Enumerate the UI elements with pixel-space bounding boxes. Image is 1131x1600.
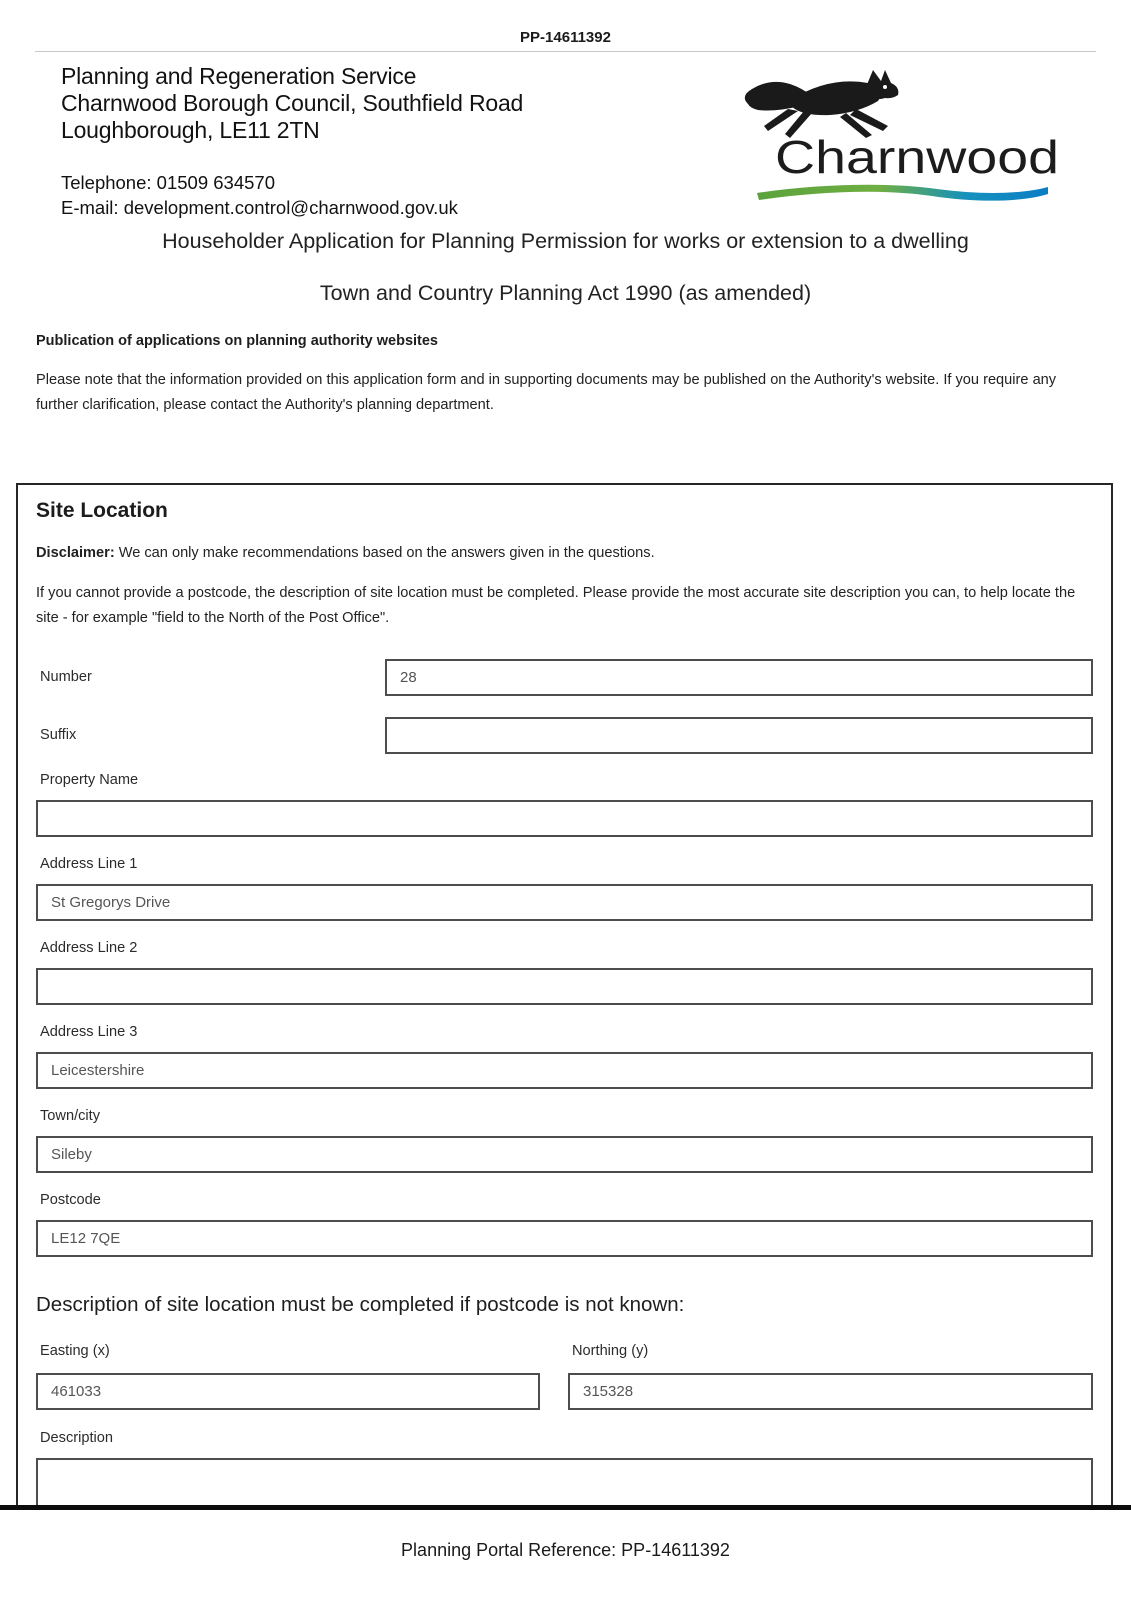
page-bottom-rule bbox=[0, 1505, 1131, 1510]
charnwood-logo-text: Charnwood bbox=[775, 131, 1059, 183]
authority-town-line: Loughborough, LE11 2TN bbox=[61, 117, 320, 143]
postcode-label: Postcode bbox=[40, 1192, 101, 1208]
charnwood-logo-svg bbox=[737, 60, 1059, 202]
section-heading: Site Location bbox=[36, 499, 168, 522]
address-line-2-input[interactable] bbox=[36, 968, 1093, 1005]
disclaimer-label: Disclaimer: bbox=[36, 545, 115, 561]
disclaimer-text bbox=[36, 545, 655, 561]
suffix-label: Suffix bbox=[40, 727, 77, 743]
form-title: Householder Application for Planning Permission for works or extension to a dwelling bbox=[162, 229, 969, 253]
number-input[interactable] bbox=[385, 659, 1093, 696]
address-line-3-input[interactable] bbox=[36, 1052, 1093, 1089]
planning-portal-reference: Planning Portal Reference: PP-14611392 bbox=[401, 1540, 730, 1560]
postcode-input[interactable] bbox=[36, 1220, 1093, 1257]
address-line-1-label: Address Line 1 bbox=[40, 856, 138, 872]
suffix-input[interactable] bbox=[385, 717, 1093, 754]
property-name-label: Property Name bbox=[40, 772, 139, 788]
easting-input[interactable] bbox=[36, 1373, 540, 1410]
header-divider bbox=[35, 51, 1096, 52]
northing-input[interactable] bbox=[568, 1373, 1093, 1410]
fox-icon bbox=[745, 70, 899, 138]
disclaimer-body: We can only make recommendations based on the answers given in the questions. bbox=[118, 545, 655, 561]
description-label: Description bbox=[40, 1430, 113, 1446]
charnwood-logo bbox=[737, 60, 1059, 202]
form-subtitle: Town and Country Planning Act 1990 (as amended) bbox=[319, 281, 812, 305]
town-city-input[interactable] bbox=[36, 1136, 1093, 1173]
description-requirement-heading: Description of site location must be completed if postcode is not known: bbox=[36, 1293, 685, 1316]
description-textarea[interactable] bbox=[36, 1458, 1093, 1505]
northing-label: Northing (y) bbox=[572, 1343, 649, 1359]
authority-council-line: Charnwood Borough Council, Southfield Road bbox=[61, 90, 524, 116]
property-name-input[interactable] bbox=[36, 800, 1093, 837]
authority-email: E-mail: development.control@charnwood.gov.uk bbox=[61, 197, 458, 218]
logo-swoosh bbox=[757, 185, 1048, 201]
address-line-2-label: Address Line 2 bbox=[40, 940, 138, 956]
publication-heading: Publication of applications on planning authority websites bbox=[36, 333, 438, 349]
authority-service-line: Planning and Regeneration Service bbox=[61, 63, 417, 89]
number-label: Number bbox=[40, 669, 92, 685]
authority-address-block bbox=[61, 63, 523, 144]
address-line-3-label: Address Line 3 bbox=[40, 1024, 138, 1040]
authority-telephone: Telephone: 01509 634570 bbox=[61, 172, 275, 193]
publication-body: Please note that the information provided on this application form and in supporting documents may be published on the Authority's website. If you require any further clarification, please contact the Authority's planning department. bbox=[36, 372, 1057, 413]
top-reference: PP-14611392 bbox=[520, 29, 611, 46]
address-line-1-input[interactable] bbox=[36, 884, 1093, 921]
postcode-intro-text: If you cannot provide a postcode, the description of site location must be completed. Please provide the most accurate site description you can, to help locate the site - for example "field to the North of the Post Office". bbox=[36, 585, 1076, 626]
site-location-section bbox=[16, 483, 1113, 1505]
town-city-label: Town/city bbox=[40, 1108, 101, 1124]
easting-label: Easting (x) bbox=[40, 1343, 110, 1359]
